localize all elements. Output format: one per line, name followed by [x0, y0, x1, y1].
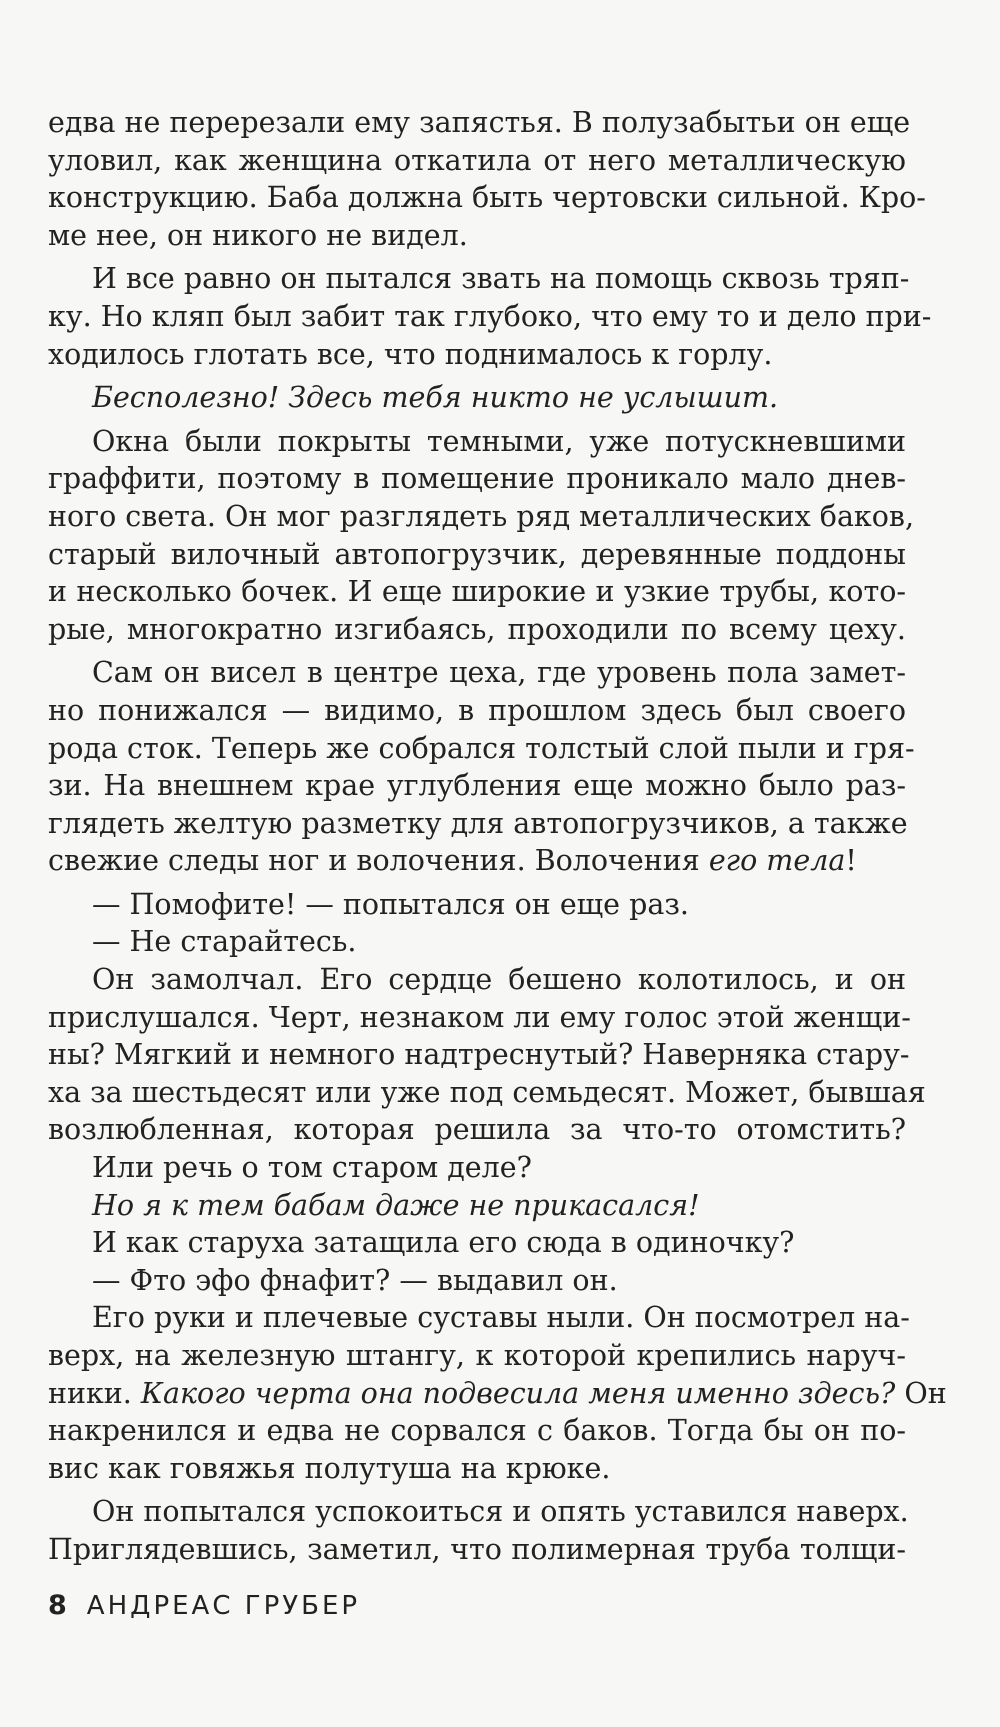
- text-line: [48, 961, 906, 999]
- text-segment: И как старуха затащила его сюда в одиночку?: [92, 1226, 795, 1260]
- text-line: [48, 1074, 926, 1112]
- text-line: [48, 423, 906, 461]
- text-segment: — Фто эфо фнафит? — выдавил он.: [92, 1263, 618, 1297]
- text-line-content: [48, 767, 906, 805]
- text-segment: — Помофите! — попытался он еще раз.: [92, 887, 689, 921]
- text-line: [48, 1111, 906, 1149]
- text-line: [48, 1262, 906, 1300]
- text-line-content: [92, 654, 906, 692]
- text-line-content: [48, 730, 915, 768]
- italic-text: Какого черта она подвесила меня именно здесь?: [140, 1376, 896, 1410]
- text-segment: ны? Мягкий и немного надтреснутый? Наверняка стару-: [48, 1038, 910, 1072]
- text-segment: рода сток. Теперь же собрался толстый слой пыли и гря-: [48, 731, 915, 765]
- text-line: [48, 1450, 906, 1488]
- text-line-content: [48, 611, 906, 649]
- body-text: [48, 104, 947, 1569]
- text-line-content: [48, 1412, 906, 1450]
- text-line: [48, 1036, 910, 1074]
- text-segment: Или речь о том старом деле?: [92, 1151, 532, 1185]
- text-line: [48, 767, 906, 805]
- text-line: [48, 654, 906, 692]
- text-segment: возлюбленная, которая решила за что-то отомстить?: [48, 1113, 906, 1147]
- text-line-content: [92, 379, 778, 417]
- italic-text: его тела: [708, 844, 846, 878]
- text-segment: рые, многократно изгибаясь, проходили по всему цеху.: [48, 612, 906, 646]
- text-segment: — Не старайтесь.: [92, 925, 357, 959]
- text-line-content: [48, 692, 906, 730]
- text-line-content: [48, 217, 468, 255]
- text-line: [48, 498, 915, 536]
- text-segment: старый вилочный автопогрузчик, деревянные поддоны: [48, 537, 906, 571]
- text-line-content: [92, 923, 356, 961]
- text-line: [48, 142, 906, 180]
- text-segment: ходилось глотать все, что поднималось к горлу.: [48, 337, 773, 371]
- text-line-content: [92, 961, 906, 999]
- text-line: [48, 460, 906, 498]
- text-segment: Он попытался успокоиться и опять уставился наверх.: [92, 1495, 909, 1529]
- text-line: [48, 573, 906, 611]
- text-segment: свежие следы ног и волочения. Волочения: [48, 844, 709, 878]
- text-line-content: [92, 423, 906, 461]
- text-line: [48, 1531, 906, 1569]
- text-line-content: [48, 1036, 910, 1074]
- text-line: [48, 104, 911, 142]
- text-line-content: [48, 1375, 947, 1413]
- text-line: [48, 1493, 909, 1531]
- text-line-content: [48, 573, 906, 611]
- text-line: [48, 730, 915, 768]
- italic-text: Но я к тем бабам даже не прикасался!: [92, 1188, 700, 1222]
- text-line-content: [48, 1531, 906, 1569]
- text-line-content: [48, 536, 906, 574]
- text-line-content: [48, 1074, 926, 1112]
- text-segment: едва не перерезали ему запястья. В полузабытьи он еще: [48, 106, 911, 139]
- text-segment: и несколько бочек. И еще широкие и узкие трубы, кото-: [48, 575, 906, 609]
- text-line: [48, 298, 932, 336]
- text-segment: глядеть желтую разметку для автопогрузчиков, а также: [48, 806, 908, 840]
- text-line-content: [48, 1111, 906, 1149]
- text-segment: ку. Но кляп был забит так глубоко, что ему то и дело при-: [48, 299, 932, 333]
- text-line: [48, 336, 906, 374]
- text-segment: Приглядевшись, заметил, что полимерная труба толщи-: [48, 1532, 906, 1566]
- text-line-content: [48, 1450, 610, 1488]
- text-segment: Его руки и плечевые суставы ныли. Он посмотрел на-: [92, 1301, 910, 1335]
- text-line: [48, 1224, 906, 1262]
- text-line: [48, 536, 906, 574]
- text-line: [48, 1412, 906, 1450]
- text-line-content: [48, 142, 906, 180]
- text-line-content: [48, 498, 915, 536]
- text-line-content: [48, 336, 772, 374]
- text-line-content: [48, 460, 906, 498]
- text-line: [48, 179, 926, 217]
- page-footer: [48, 1590, 360, 1621]
- text-segment: ха за шестьдесят или уже под семьдесят. Может, бывшая: [48, 1075, 926, 1109]
- text-line-content: [48, 805, 906, 843]
- text-line: [48, 842, 906, 880]
- text-line: [48, 611, 906, 649]
- text-segment: верх, на железную штангу, к которой крепились наруч-: [48, 1339, 906, 1372]
- text-segment: Он замолчал. Его сердце бешено колотилось, и он: [92, 963, 906, 997]
- text-segment: зи. На внешнем крае углубления еще можно было раз-: [48, 769, 906, 803]
- running-author: АНДРЕАС ГРУБЕР: [86, 1591, 361, 1621]
- text-line: [48, 805, 906, 843]
- text-segment: прислушался. Черт, незнаком ли ему голос этой женщи-: [48, 1000, 911, 1034]
- text-segment: ники.: [48, 1376, 141, 1410]
- text-line: [48, 217, 906, 255]
- italic-text: Бесполезно! Здесь тебя никто не услышит.: [92, 381, 779, 415]
- text-line-content: [48, 999, 911, 1037]
- text-segment: граффити, поэтому в помещение проникало мало днев-: [48, 462, 906, 496]
- page-number: 8: [48, 1590, 67, 1621]
- text-line: [48, 692, 906, 730]
- text-line-content: [92, 886, 689, 924]
- text-line: [48, 379, 906, 417]
- text-segment: накренился и едва не сорвался с баков. Тогда бы он по-: [48, 1414, 906, 1448]
- text-line-content: [92, 1187, 700, 1225]
- text-line-content: [92, 1299, 910, 1337]
- text-line: [48, 1149, 906, 1187]
- text-line-content: [48, 179, 926, 217]
- text-line-content: [92, 1493, 909, 1531]
- text-segment: И все равно он пытался звать на помощь сквозь тряп-: [92, 262, 910, 296]
- text-segment: ме нее, он никого не видел.: [48, 218, 468, 252]
- text-segment: ного света. Он мог разглядеть ряд металлических баков,: [48, 499, 915, 533]
- text-line: [48, 1299, 910, 1337]
- text-line-content: [92, 1224, 794, 1262]
- text-line: [48, 1375, 947, 1413]
- text-segment: уловил, как женщина откатила от него металлическую: [48, 143, 906, 177]
- text-line: [48, 923, 906, 961]
- text-line-content: [92, 260, 910, 298]
- text-line-content: [48, 1337, 906, 1375]
- text-line: [48, 1187, 906, 1225]
- text-segment: Сам он висел в центре цеха, где уровень пола замет-: [92, 656, 906, 690]
- text-segment: но понижался — видимо, в прошлом здесь был своего: [48, 693, 906, 727]
- text-segment: вис как говяжья полутуша на крюке.: [48, 1451, 611, 1485]
- text-line: [48, 886, 906, 924]
- text-line: [48, 260, 910, 298]
- text-line-content: [92, 1149, 532, 1187]
- text-line-content: [48, 842, 857, 880]
- text-segment: Окна были покрыты темными, уже потускневшими: [92, 424, 906, 458]
- text-line-content: [48, 104, 911, 142]
- text-segment: конструкцию. Баба должна быть чертовски сильной. Кро-: [48, 181, 926, 215]
- text-line-content: [48, 298, 932, 336]
- text-segment: !: [845, 844, 857, 878]
- text-line: [48, 1337, 906, 1375]
- text-line-content: [92, 1262, 618, 1300]
- text-line: [48, 999, 911, 1037]
- text-segment: Он: [895, 1376, 947, 1410]
